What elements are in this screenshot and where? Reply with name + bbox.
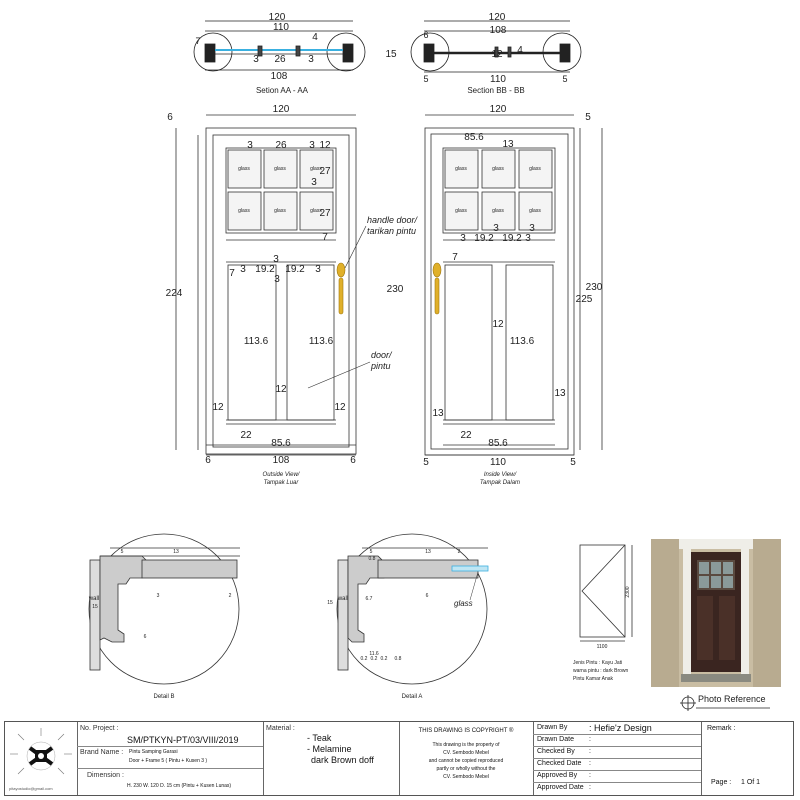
outside-dim-g8: 7 xyxy=(322,232,328,243)
outside-dim-g5: 27 xyxy=(319,166,331,177)
inside-dim-inner-width: 85.6 xyxy=(488,438,508,449)
checked-by-value: : xyxy=(589,748,591,755)
outside-dim-panel1: 113.6 xyxy=(243,336,269,347)
handle-label-1: handle door/ xyxy=(367,215,418,225)
aa-dim-side: 7 xyxy=(195,36,201,46)
photo-reference-label: Photo Reference xyxy=(698,694,766,704)
inside-dim-r5: 3 xyxy=(529,223,535,234)
outside-dim-g2: 26 xyxy=(275,140,287,151)
detail-b-dim-6: 15 xyxy=(92,604,98,610)
detail-a-dim-8: 11.6 xyxy=(369,651,379,657)
aa-dim-3b: 3 xyxy=(308,54,314,65)
copyright-line-1: This drawing is the property of xyxy=(432,742,500,748)
copyright-cell xyxy=(399,722,533,795)
inside-dim-height-inner: 225 xyxy=(575,294,593,305)
inside-dim-r4: 19.2 xyxy=(502,233,522,244)
title-block xyxy=(4,721,794,796)
detail-a-dim-5: 0.8 xyxy=(368,556,376,562)
no-project-value: SM/PTKYN-PT/03/VIII/2019 xyxy=(127,735,239,745)
copyright-line-4: partly or wholly without the xyxy=(436,766,496,772)
aa-dim-top: 120 xyxy=(268,12,286,23)
material-3: dark Brown doff xyxy=(311,755,374,765)
bb-dim-mid: 108 xyxy=(489,25,507,36)
detail-a-dim-9: 0.2 xyxy=(360,656,368,662)
inside-dim-top-rail: 13 xyxy=(502,139,514,150)
copyright-line-3: and cannot be copied reproduced xyxy=(428,758,504,764)
outside-dim-top-width: 120 xyxy=(272,104,290,115)
detail-a-dim-2: 2 xyxy=(457,549,461,555)
door-type-width: 1100 xyxy=(596,644,608,650)
outside-glass-5: glass xyxy=(274,208,286,214)
detail-b-dim-2: 13 xyxy=(173,549,179,555)
inside-caption-2: Tampak Dalam xyxy=(479,480,521,486)
inside-dim-stile1: 13 xyxy=(554,388,566,399)
outside-dim-stile3: 12 xyxy=(334,402,346,413)
inside-dim-top-offset: 5 xyxy=(585,112,591,123)
brand-sub-value: Door + Frame 5 ( Pintu + Kusen 3 ) xyxy=(129,758,208,764)
detail-b xyxy=(89,534,240,684)
inside-handle xyxy=(433,263,441,314)
inside-dim-height-outer: 230 xyxy=(585,282,603,293)
inside-dim-r1: 3 xyxy=(460,233,466,244)
remark-label: Remark : xyxy=(707,725,736,732)
inside-dim-outer-width: 110 xyxy=(490,457,506,468)
door-leader xyxy=(308,362,370,388)
outside-caption-1: Outside View/ xyxy=(262,472,300,478)
detail-a-dim-12: 0.8 xyxy=(394,656,402,662)
detail-b-label: Detail B xyxy=(153,694,175,700)
outside-dim-g3: 3 xyxy=(309,140,315,151)
outside-dim-r7: 7 xyxy=(229,268,235,279)
bb-dim-top: 120 xyxy=(488,12,506,23)
bb-dim-5b: 5 xyxy=(562,74,568,84)
aa-dim-4: 4 xyxy=(312,32,318,43)
outside-dim-top-offset: 6 xyxy=(167,112,173,123)
brand-name-label: Brand Name : xyxy=(80,749,124,756)
no-project-label: No. Project : xyxy=(80,725,119,732)
approval-cell xyxy=(533,722,701,795)
section-aa-label: Setion AA - AA xyxy=(255,86,309,95)
outside-dim-bottom-rail: 22 xyxy=(240,430,252,441)
bb-dim-15: 15 xyxy=(385,49,397,60)
approved-date-value: : xyxy=(589,784,591,791)
door-type-line3: Pintu Kamar Anak xyxy=(573,676,614,682)
detail-b-dim-5: 2 xyxy=(228,593,232,599)
material-label: Material : xyxy=(266,725,295,732)
inside-glass-1: glass xyxy=(455,166,467,172)
outside-dim-g1: 3 xyxy=(247,140,253,151)
door-type-height: 2300 xyxy=(625,586,631,598)
outside-dim-g7: 27 xyxy=(319,208,331,219)
inside-dim-top-width: 120 xyxy=(489,104,507,115)
detail-a-dim-3: 5 xyxy=(369,549,373,555)
outside-handle xyxy=(337,263,345,314)
outside-dim-g4: 12 xyxy=(319,140,331,151)
detail-a-dim-6: 15 xyxy=(327,600,333,606)
door-type-line1: Jenis Pintu : Kayu Jati xyxy=(573,660,623,666)
outside-dim-r1: 3 xyxy=(240,264,246,275)
door-label-2: pintu xyxy=(371,361,391,371)
inside-dim-inner-top: 85.6 xyxy=(464,132,484,143)
aa-dim-26: 26 xyxy=(274,54,286,65)
inside-dim-right-offset: 5 xyxy=(570,457,576,468)
drawn-by-label: Drawn By xyxy=(537,724,568,731)
inside-dim-stile2: 13 xyxy=(432,408,444,419)
detail-b-dim-1: 5 xyxy=(120,549,124,555)
outside-glass-2: glass xyxy=(274,166,286,172)
detail-a-wall: wall xyxy=(337,596,349,602)
outside-glass-1: glass xyxy=(238,166,250,172)
drawn-date-label: Drawn Date xyxy=(537,736,574,743)
aa-dim-3a: 3 xyxy=(253,54,259,65)
page-value: 1 Of 1 xyxy=(741,779,761,786)
detail-a-label: Detail A xyxy=(401,694,423,700)
copyright-line-2: CV. Sembodo Mebel xyxy=(443,750,489,756)
outside-dim-height-outer: 224 xyxy=(165,288,183,299)
outside-glass-3: glass xyxy=(310,166,322,172)
detail-a-dim-4: 6.7 xyxy=(365,596,373,602)
photo-reference-image xyxy=(651,539,781,687)
inside-dim-r3: 3 xyxy=(493,223,499,234)
outside-dim-r4: 19.2 xyxy=(285,264,305,275)
door-label-1: door/ xyxy=(371,350,392,360)
project-info-cell xyxy=(77,722,263,795)
aa-dim-mid: 110 xyxy=(273,22,289,33)
checked-date-label: Checked Date xyxy=(537,760,582,767)
handle-label-2: tarikan pintu xyxy=(367,226,417,236)
drawn-by-value: : Hefie'z Design xyxy=(589,723,652,733)
outside-glass-6: glass xyxy=(310,208,322,214)
checked-date-value: : xyxy=(589,760,591,767)
inside-dim-left-offset: 5 xyxy=(423,457,429,468)
outside-dim-left-offset: 6 xyxy=(205,455,211,466)
inside-door-drawing xyxy=(425,115,602,455)
detail-b-dim-4: 6 xyxy=(143,634,147,640)
inside-glass-6: glass xyxy=(529,208,541,214)
material-cell xyxy=(263,722,399,795)
bb-dim-5a: 5 xyxy=(423,74,429,84)
aa-dim-bottom: 108 xyxy=(270,71,288,82)
approved-by-label: Approved By xyxy=(537,772,578,779)
dimension-label: Dimension : xyxy=(87,772,124,779)
outside-dim-height-inner: 230 xyxy=(386,284,404,295)
outside-dim-g6: 3 xyxy=(311,177,317,188)
outside-dim-outer-width: 108 xyxy=(272,455,290,466)
detail-b-dim-3: 3 xyxy=(156,593,160,599)
approved-by-value: : xyxy=(589,772,591,779)
checked-by-label: Checked By xyxy=(537,748,575,755)
outside-dim-r2: 19.2 xyxy=(255,264,275,275)
bb-dim-bottom: 110 xyxy=(490,74,506,85)
dimension-value: H. 230 W. 120 D. 15 cm (Pintu + Kusen Lunas) xyxy=(127,783,232,789)
inside-glass-3: glass xyxy=(529,166,541,172)
inside-glass-4: glass xyxy=(455,208,467,214)
approved-date-label: Approved Date xyxy=(537,784,584,791)
brand-name-value: Pintu Samping Garasi xyxy=(129,749,178,755)
copyright-title: THIS DRAWING IS COPYRIGHT ® xyxy=(418,728,514,734)
inside-dim-bottom-rail: 22 xyxy=(460,430,472,441)
section-bb-label: Section BB - BB xyxy=(467,86,525,95)
inside-dim-r6: 3 xyxy=(525,233,531,244)
company-email: pitayostudio@gmail.com xyxy=(9,786,53,791)
remark-cell xyxy=(701,722,793,795)
detail-a-dim-1: 13 xyxy=(425,549,431,555)
logo-cell xyxy=(5,722,77,795)
handle-leader xyxy=(345,226,366,268)
outside-dim-r3: 3 xyxy=(274,274,280,285)
detail-a-dim-10: 0.2 xyxy=(370,656,378,662)
inside-caption-1: Inside View/ xyxy=(483,472,517,478)
copyright-line-5: CV. Sembodo Mebel xyxy=(443,774,489,780)
detail-b-wall: wall xyxy=(88,596,100,602)
outside-caption-2: Tampak Luar xyxy=(263,480,299,486)
bb-dim-12: 12 xyxy=(491,49,503,60)
outside-dim-inner-width: 85.6 xyxy=(271,438,291,449)
detail-a-dim-7: 6 xyxy=(425,593,429,599)
inside-dim-r2: 19.2 xyxy=(474,233,494,244)
inside-dim-panel2: 113.6 xyxy=(509,336,535,347)
outside-dim-stile2: 12 xyxy=(212,402,224,413)
material-1: - Teak xyxy=(307,733,332,743)
inside-dim-r7: 7 xyxy=(452,252,458,263)
material-2: - Melamine xyxy=(307,744,352,754)
drawn-date-value: : xyxy=(589,736,591,743)
company-logo xyxy=(6,724,76,784)
outside-glass-4: glass xyxy=(238,208,250,214)
outside-dim-stile1: 12 xyxy=(275,384,287,395)
outside-dim-r5: 3 xyxy=(315,264,321,275)
door-type-line2: warna pintu : dark Brown xyxy=(573,668,629,674)
detail-a-dim-11: 0.2 xyxy=(380,656,388,662)
page-label: Page : xyxy=(711,779,732,786)
outside-dim-right-offset: 6 xyxy=(350,455,356,466)
bb-dim-4: 4 xyxy=(517,45,523,56)
inside-glass-5: glass xyxy=(492,208,504,214)
outside-dim-r6: 3 xyxy=(273,254,279,265)
inside-dim-panel1: 12 xyxy=(492,319,504,330)
outside-dim-panel2: 113.6 xyxy=(308,336,334,347)
inside-glass-2: glass xyxy=(492,166,504,172)
bb-dim-6: 6 xyxy=(423,30,429,40)
detail-a-glass: glass xyxy=(454,599,473,608)
